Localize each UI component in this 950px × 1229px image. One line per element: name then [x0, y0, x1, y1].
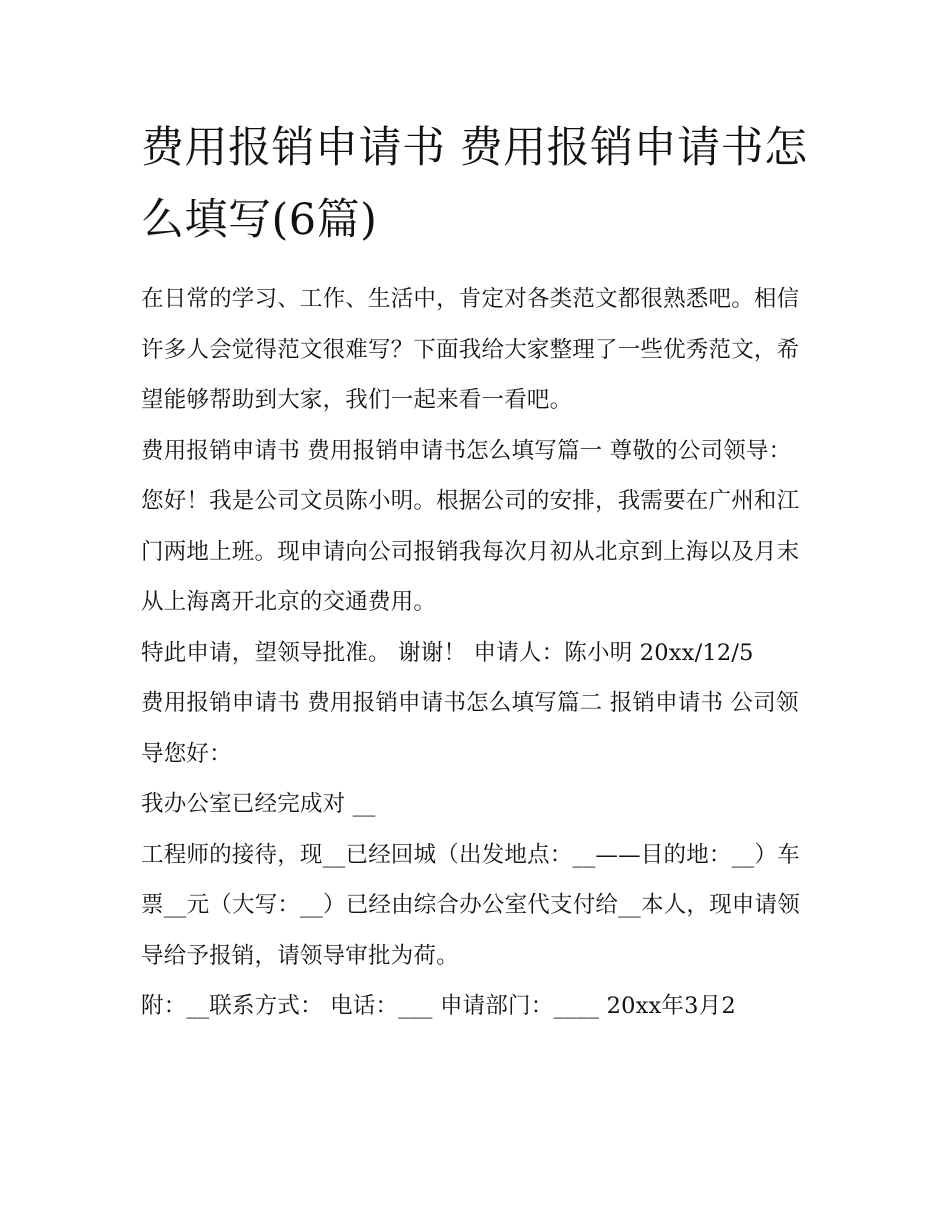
document-page: [141, 112, 821, 1032]
document-title: 费用报销申请书 费用报销申请书怎么填写(6篇): [141, 123, 808, 245]
section-two-line-one: 我办公室已经完成对 __: [141, 791, 376, 817]
section-one-body: 您好！我是公司文员陈小明。根据公司的安排，我需要在广州和江门两地上班。现申请向公司报销我每次月初从北京到上海以及月末从上海离开北京的交通费用。: [141, 488, 800, 615]
section-two-contact: 附：__联系方式： 电话：___ 申请部门：____ 20xx年3月2: [141, 993, 736, 1019]
section-one-signature: 特此申请，望领导批准。 谢谢！ 申请人：陈小明 20xx/12/5: [141, 639, 754, 666]
section-two-heading: 费用报销申请书 费用报销申请书怎么填写篇二 报销申请书 公司领导您好：: [141, 690, 799, 767]
section-two-body: 工程师的接待，现__已经回城（出发地点：__——目的地：__）车票__元（大写：__）已经由综合办公室代支付给__本人，现申请领导给予报销，请领导审批为荷。: [141, 841, 800, 969]
section-one-heading: 费用报销申请书 费用报销申请书怎么填写篇一 尊敬的公司领导：: [141, 437, 792, 464]
intro-paragraph: 在日常的学习、工作、生活中，肯定对各类范文都很熟悉吧。相信许多人会觉得范文很难写？下面我给大家整理了一些优秀范文，希望能够帮助到大家，我们一起来看一看吧。: [141, 286, 800, 413]
